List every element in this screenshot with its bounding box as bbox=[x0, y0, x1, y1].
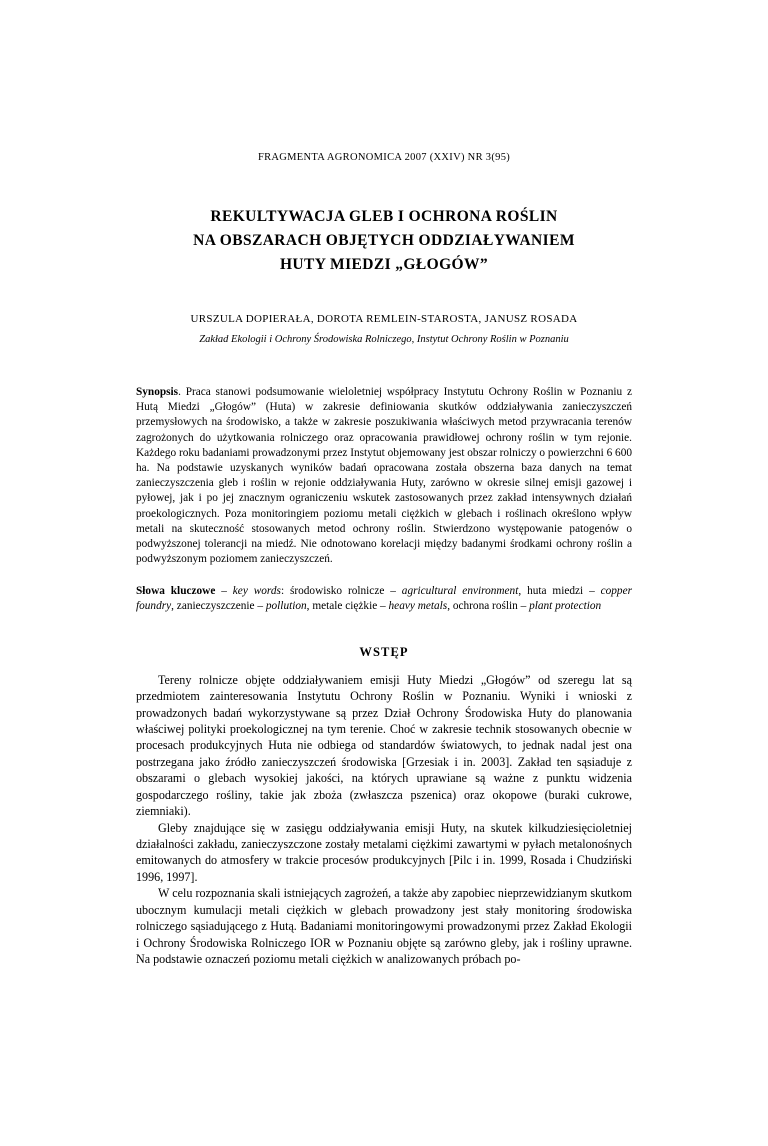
title-line-1: REKULTYWACJA GLEB I OCHRONA ROŚLIN bbox=[210, 208, 558, 225]
paragraph-2: Gleby znajdujące się w zasięgu oddziaływania emisji Huty, na skutek kilkudziesięcioletniej działalności zakładu, zanieczyszczone zostały metalami ciężkimi zawartymi w pyłach metalonośnych emitowanych do atmosfery w trakcie procesów produkcyjnych [Pilc i in. 1999, Rosada i Chudziński 1996, 1997]. bbox=[136, 820, 632, 884]
affiliation: Zakład Ekologii i Ochrony Środowiska Rolniczego, Instytut Ochrony Roślin w Poznaniu bbox=[199, 334, 569, 346]
keywords-part-9: heavy metals bbox=[388, 600, 448, 613]
section-body bbox=[136, 672, 632, 968]
abstract bbox=[136, 385, 632, 567]
keywords-part-7: pollution bbox=[265, 600, 307, 613]
keywords-part-2: : środowisko rolnicze – bbox=[280, 585, 402, 598]
abstract-text: . Praca stanowi podsumowanie wieloletniej współpracy Instytutu Ochrony Roślin w Poznaniu z Hutą Miedzi „Głogów” (Huta) w zakresie definiowania skutków oddziaływania zanieczyszczeń przemysłowych na środowisko, a także w zakresie poszukiwania właściwych metod przywracania terenów zagrożonych do użytkowania rolniczego oraz opracowania prawidłowej ochrony roślin w tym rejonie. Każdego roku badaniami prowadzonymi przez Instytut objemowany jest obszar rolniczy o powierzchni 6 600 ha. Na podstawie uzyskanych wyników badań opracowana została obszerna baza danych na temat zanieczyszczenia gleb i roślin w rejonie oddziaływania Huty, zarówno w okresie silnej emisji gazowej i pyłowej, jak i po jej znacznym ograniczeniu wskutek zastosowanych przez zakład intensywnych działań proekologicznych. Poza monitoringiem poziomu metali ciężkich w glebach i roślinach określono wpływ metali na skuteczność stosowanych metod ochrony roślin. Stwierdzono występowanie patogenów o podwyższonej tolerancji na miedź. Nie odnotowano korelacji między badanymi środkami ochrony roślin a podwyższonym poziomem zanieczyszczeń. bbox=[136, 386, 632, 566]
paragraph-1: Tereny rolnicze objęte oddziaływaniem emisji Huty Miedzi „Głogów” od szeregu lat są przedmiotem zainteresowania Instytutu Ochrony Roślin w Poznaniu. Wyniki i wnioski z prowadzonych badań wykorzystywane są przez Dział Ochrony Środowiska Huty do planowania właściwej polityki proekologicznej na tym terenie. Choć w zakresie technik stosowanych obecnie w procesach produkcyjnych Huta nie odbiega od standardów światowych, to jednak nadal jest ona postrzegana jako źródło zanieczyszczeń środowiska [Grzesiak i in. 2003]. Zakład ten sąsiaduje z obszarami o glebach wysokiej jakości, na których uprawiane są ważne z punktu widzenia gospodarczego rośliny, takie jak zboża (zwłaszcza pszenica) oraz okopowe (buraki cukrowe, ziemniaki). bbox=[136, 672, 632, 819]
abstract-label: Synopsis bbox=[136, 386, 179, 399]
keywords-part-8: , metale ciężkie – bbox=[306, 600, 389, 613]
keywords-part-6: , zanieczyszczenie – bbox=[171, 600, 266, 613]
keywords-label: Słowa kluczowe bbox=[136, 585, 216, 598]
author-list: URSZULA DOPIERAŁA, DOROTA REMLEIN-STAROSTA, JANUSZ ROSADA bbox=[190, 313, 578, 326]
keywords-part-3: agricultural environment bbox=[401, 585, 519, 598]
keywords-part-5: copper foundry bbox=[136, 585, 632, 613]
page-title bbox=[136, 205, 632, 277]
keywords-part-1: – key words bbox=[215, 585, 281, 598]
document-page bbox=[0, 152, 768, 1146]
paragraph-3: W celu rozpoznania skali istniejących zagrożeń, a także aby zapobiec nieprzewidzianym skutkom ubocznym kumulacji metali ciężkich w glebach prowadzony jest stały monitoring środowiska rolniczego sąsiadującego z Hutą. Badaniami monitoringowymi prowadzonymi przez Zakład Ekologii i Ochrony Środowiska Rolniczego IOR w Poznaniu objęte są zarówno gleby, jak i rośliny uprawne. Na podstawie oznaczeń poziomu metali ciężkich w analizowanych próbach po- bbox=[136, 886, 632, 967]
keywords-part-4: , huta miedzi – bbox=[518, 585, 601, 598]
title-line-3: HUTY MIEDZI „GŁOGÓW” bbox=[279, 256, 489, 274]
keywords bbox=[136, 584, 632, 614]
keywords-part-11: plant protection bbox=[529, 600, 602, 613]
keywords-part-10: , ochrona roślin – bbox=[447, 600, 530, 613]
title-line-2: NA OBSZARACH OBJĘTYCH ODDZIAŁYWANIEM bbox=[193, 232, 575, 250]
section-heading-wstep: WSTĘP bbox=[359, 644, 409, 659]
journal-header: FRAGMENTA AGRONOMICA 2007 (XXIV) NR 3(95) bbox=[257, 152, 511, 163]
